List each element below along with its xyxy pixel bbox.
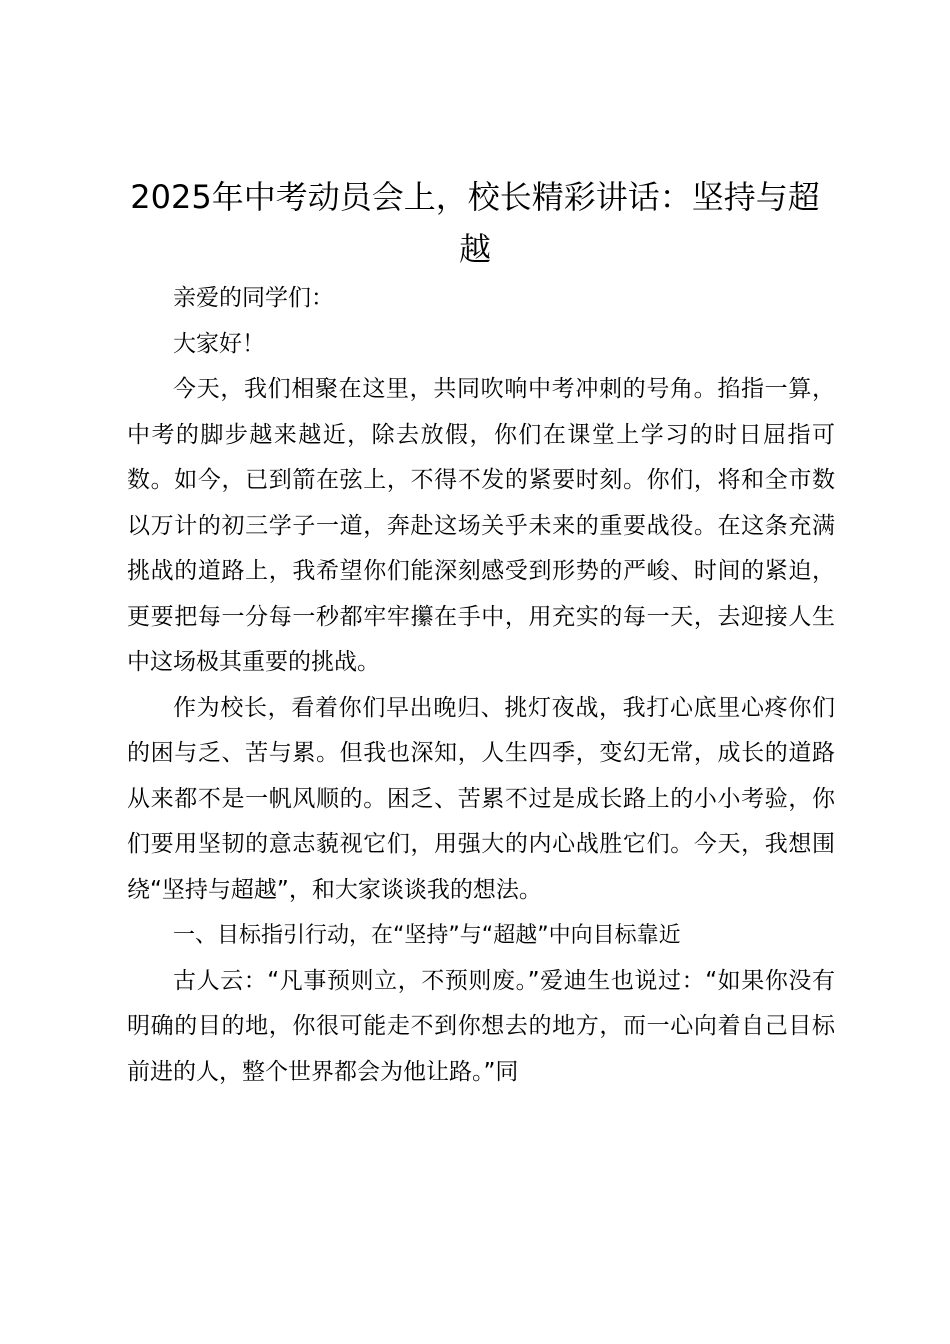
- salutation-paragraph: 亲爱的同学们：: [173, 285, 334, 311]
- document-body: [127, 276, 835, 1095]
- body-paragraph: 古人云：“凡事预则立，不预则废。”爱迪生也说过：“如果你没有明确的目的地，你很可能走不到你想去的地方，而一心向着自己目标前进的人，整个世界都会为他让路。”同: [127, 967, 835, 1085]
- body-paragraph: 今天，我们相聚在这里，共同吹响中考冲刺的号角。掐指一算，中考的脚步越来越近，除去放假，你们在课堂上学习的时日屈指可数。如今，已到箭在弦上，不得不发的紧要时刻。你们，将和全市数以万计的初三学子一道，奔赴这场关乎未来的重要战役。在这条充满挑战的道路上，我希望你们能深刻感受到形势的严峻、时间的紧迫，更要把每一分每一秒都牢牢攥在手中，用充实的每一天，去迎接人生中这场极其重要的挑战。: [127, 376, 835, 675]
- document-title: 2025年中考动员会上，校长精彩讲话：坚持与超越: [130, 178, 820, 268]
- body-paragraph: 作为校长，看着你们早出晚归、挑灯夜战，我打心底里心疼你们的困与乏、苦与累。但我也深知，人生四季，变幻无常，成长的道路从来都不是一帆风顺的。困乏、苦累不过是成长路上的小小考验，你们要用坚韧的意志藐视它们，用强大的内心战胜它们。今天，我想围绕“坚持与超越”，和大家谈谈我的想法。: [127, 694, 835, 903]
- greeting-paragraph: 大家好！: [173, 330, 265, 357]
- section-heading: 一、目标指引行动，在“坚持”与“超越”中向目标靠近: [173, 923, 681, 948]
